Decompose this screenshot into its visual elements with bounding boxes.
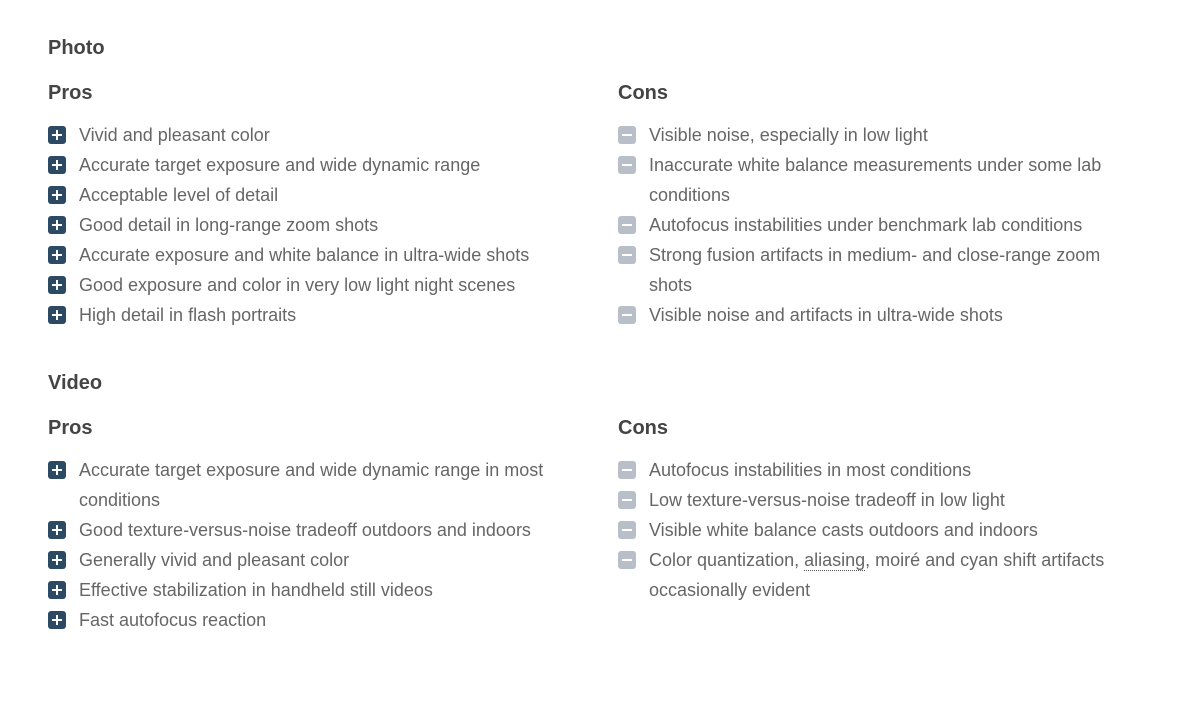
video-section: [48, 368, 1188, 635]
item-text: Accurate target exposure and wide dynamic range in most conditions: [79, 460, 544, 510]
con-item: [618, 455, 1139, 485]
item-text: High detail in flash portraits: [79, 305, 297, 325]
minus-icon: [618, 156, 636, 174]
minus-icon: [618, 491, 636, 509]
pro-item: [48, 575, 579, 605]
plus-icon: [48, 306, 66, 324]
pro-item: [48, 240, 579, 270]
plus-icon: [48, 551, 66, 569]
photo-pros: [48, 78, 618, 330]
item-text: Accurate exposure and white balance in ultra-wide shots: [79, 245, 530, 265]
video-pros: [48, 413, 618, 635]
con-item: [618, 515, 1139, 545]
pro-item: [48, 455, 579, 515]
pro-item: [48, 270, 579, 300]
plus-icon: [48, 216, 66, 234]
minus-icon: [618, 521, 636, 539]
con-item: [618, 150, 1139, 210]
aliasing-abbr-link[interactable]: aliasing: [804, 550, 866, 570]
pros-title: Pros: [48, 82, 93, 104]
item-text: Good exposure and color in very low light night scenes: [79, 275, 516, 295]
plus-icon: [48, 581, 66, 599]
item-text: Fast autofocus reaction: [79, 610, 267, 630]
cons-title: Cons: [618, 82, 668, 104]
item-text: Autofocus instabilities in most conditions: [649, 460, 972, 480]
pro-item: [48, 120, 579, 150]
item-text: Accurate target exposure and wide dynamic range: [79, 155, 481, 175]
pro-item: [48, 150, 579, 180]
plus-icon: [48, 461, 66, 479]
item-text: , moiré and cyan shift artifacts occasionally evident: [649, 550, 1105, 600]
plus-icon: [48, 186, 66, 204]
item-text: Acceptable level of detail: [79, 185, 279, 205]
item-text: Color quantization,: [649, 550, 805, 570]
pro-item: [48, 300, 579, 330]
pro-item: [48, 210, 579, 240]
plus-icon: [48, 276, 66, 294]
section-title: Video: [48, 372, 103, 394]
plus-icon: [48, 126, 66, 144]
item-text: Good texture-versus-noise tradeoff outdoors and indoors: [79, 520, 531, 540]
con-item: [618, 300, 1139, 330]
minus-icon: [618, 461, 636, 479]
plus-icon: [48, 246, 66, 264]
minus-icon: [618, 306, 636, 324]
item-text: Autofocus instabilities under benchmark lab conditions: [649, 215, 1083, 235]
plus-icon: [48, 611, 66, 629]
pro-item: [48, 180, 579, 210]
item-text: Visible noise, especially in low light: [649, 125, 928, 145]
con-item: [618, 240, 1139, 300]
item-text: Generally vivid and pleasant color: [79, 550, 350, 570]
minus-icon: [618, 216, 636, 234]
item-text: Strong fusion artifacts in medium- and close-range zoom shots: [649, 245, 1101, 295]
con-item: [618, 120, 1139, 150]
item-text: Effective stabilization in handheld still videos: [79, 580, 433, 600]
plus-icon: [48, 521, 66, 539]
pro-item: [48, 515, 579, 545]
con-item: [618, 485, 1139, 515]
cons-title: Cons: [618, 417, 668, 439]
pros-title: Pros: [48, 417, 93, 439]
video-cons: [618, 413, 1188, 635]
con-item: [618, 545, 1139, 605]
plus-icon: [48, 156, 66, 174]
item-text: Inaccurate white balance measurements under some lab conditions: [649, 155, 1102, 205]
section-title: Photo: [48, 37, 105, 59]
item-text: Low texture-versus-noise tradeoff in low light: [649, 490, 1005, 510]
con-item: [618, 210, 1139, 240]
photo-section: [48, 33, 1188, 330]
item-text: Good detail in long-range zoom shots: [79, 215, 379, 235]
item-text: Visible white balance casts outdoors and indoors: [649, 520, 1038, 540]
item-text: Visible noise and artifacts in ultra-wide shots: [649, 305, 1003, 325]
minus-icon: [618, 126, 636, 144]
pro-item: [48, 545, 579, 575]
minus-icon: [618, 551, 636, 569]
pro-item: [48, 605, 579, 635]
item-text: Vivid and pleasant color: [79, 125, 270, 145]
photo-cons: [618, 78, 1188, 330]
minus-icon: [618, 246, 636, 264]
